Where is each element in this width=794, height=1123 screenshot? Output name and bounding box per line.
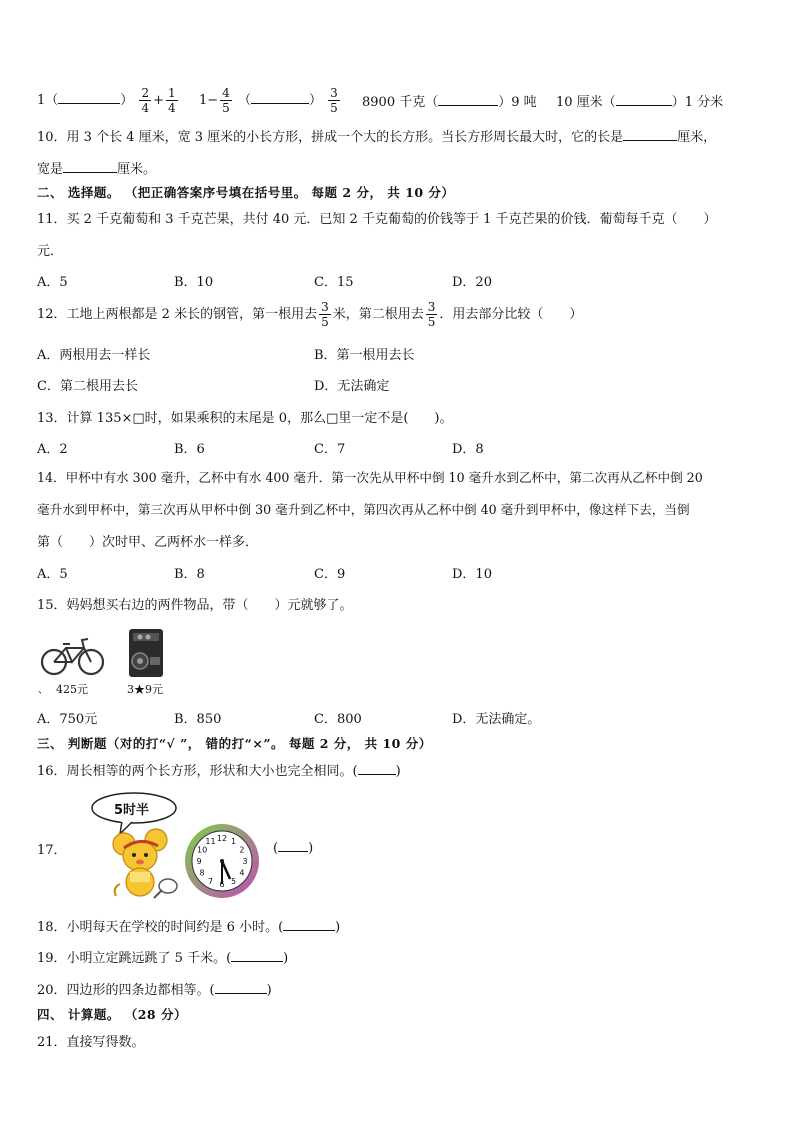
option-b[interactable]: B．10 [174, 275, 214, 290]
answer-blank[interactable] [358, 762, 396, 775]
question-20 [37, 979, 272, 998]
section-4-heading: 四、 计算题。 （28 分） [37, 1007, 187, 1022]
compare-c-tail: ）9 吨 [498, 95, 537, 110]
speaker-price: 3★9元 [127, 683, 163, 696]
paren-close: ) [335, 920, 341, 935]
question-14-line2: 毫升水到甲杯中，第三次再从甲杯中倒 30 毫升到乙杯中，第四次再从乙杯中倒 40 毫升到甲杯中，像这样下去，当倒 [37, 502, 690, 517]
option-c[interactable]: C．第二根用去长 [37, 379, 138, 394]
compare-c [362, 91, 537, 110]
question-14-line3: 第（ ）次时甲、乙两杯水一样多． [37, 535, 259, 550]
option-a[interactable]: A．两根用去一样长 [37, 348, 151, 363]
answer-blank[interactable] [278, 839, 308, 852]
bubble-text: 5时半 [114, 803, 150, 818]
fraction: $\frac{2}{4}$ [141, 86, 150, 115]
clock-numeral: 2 [239, 845, 245, 855]
q12-text-b: 米，第二根用去 [332, 307, 424, 322]
option-b[interactable]: B．6 [174, 442, 205, 457]
paren-close: ） [308, 93, 322, 108]
speaker-icon [127, 627, 165, 679]
answer-blank[interactable] [215, 981, 267, 994]
q10-unit: 厘米， [677, 130, 717, 145]
compare-b [199, 86, 342, 115]
q20-text: 20．四边形的四条边都相等。( [37, 983, 215, 998]
compare-b-lead: 1− [199, 93, 219, 108]
option-a[interactable]: A．2 [37, 442, 68, 457]
q12-text-a: 12．工地上两根都是 2 米长的钢管，第一根用去 [37, 307, 318, 322]
q10-width-unit: 厘米。 [117, 162, 157, 177]
answer-blank[interactable] [623, 128, 677, 141]
q16-text: 16．周长相等的两个长方形，形状和大小也完全相同。( [37, 764, 358, 779]
option-a[interactable]: A．5 [37, 275, 68, 290]
q10-text: 10．用 3 个长 4 厘米，宽 3 厘米的小长方形，拼成一个大的长方形。当长方形周长最大时，它的长是 [37, 130, 624, 145]
question-21: 21．直接写得数。 [37, 1035, 145, 1050]
paren-open: ( [273, 841, 279, 856]
section-3-heading: 三、 判断题（对的打“√ ”， 错的打“×”。 每题 2 分， 共 10 分） [37, 736, 432, 751]
option-d[interactable]: D．20 [452, 275, 492, 290]
compare-d-lead: 10 厘米（ [556, 95, 616, 110]
question-16 [37, 760, 401, 779]
compare-row [37, 86, 180, 115]
question-12 [37, 300, 582, 329]
bicycle-icon [40, 632, 106, 678]
fraction: $\frac{1}{4}$ [167, 86, 176, 115]
question-10-line2 [37, 158, 156, 177]
option-d[interactable]: D．无法确定。 [452, 712, 541, 727]
q10-width-label: 宽是 [37, 162, 64, 177]
question-15: 15．妈妈想买右边的两件物品，带（ ）元就够了。 [37, 598, 353, 613]
clock-numeral: 5 [230, 876, 237, 886]
question-13: 13．计算 135×□时，如果乘积的末尾是 0，那么□里一定不是( )。 [37, 411, 453, 426]
clock-numeral: 9 [196, 857, 202, 866]
compare-a-close: ） [120, 93, 134, 108]
answer-blank[interactable] [231, 949, 283, 962]
clock-numeral: 7 [207, 876, 214, 886]
paren-close: ) [308, 841, 314, 856]
clock-numeral: 1 [230, 837, 237, 847]
option-c[interactable]: C．15 [314, 275, 354, 290]
option-b[interactable]: B．第一根用去长 [314, 348, 415, 363]
q12-text-c: ．用去部分比较（ ） [439, 307, 583, 322]
option-d[interactable]: D．8 [452, 442, 484, 457]
cartoon-mouse-icon [110, 828, 186, 900]
paren-close: ) [283, 951, 289, 966]
option-a[interactable]: A．5 [37, 567, 68, 582]
fraction: $\frac{3}{5}$ [330, 86, 338, 115]
question-18 [37, 916, 340, 935]
compare-d [556, 91, 723, 110]
q18-text: 18．小明每天在学校的时间约是 6 小时。( [37, 920, 284, 935]
question-14: 14．甲杯中有水 300 毫升，乙杯中有水 400 毫升．第一次先从甲杯中倒 10 毫升水到乙杯中，第二次再从乙杯中倒 20 [37, 470, 703, 485]
answer-blank[interactable] [58, 91, 120, 104]
option-c[interactable]: C．800 [314, 712, 362, 727]
compare-a-lead: 1（ [37, 93, 59, 108]
answer-blank[interactable] [616, 93, 672, 106]
option-a[interactable]: A．750元 [37, 712, 98, 727]
question-17-answer [273, 839, 313, 856]
paren-close: ) [266, 983, 272, 998]
option-d[interactable]: D．10 [452, 567, 492, 582]
bicycle-price: 425元 [56, 683, 88, 696]
answer-blank[interactable] [251, 91, 309, 104]
compare-d-tail: ）1 分米 [671, 95, 724, 110]
answer-blank[interactable] [283, 918, 335, 931]
clock-numeral: 10 [197, 845, 208, 855]
clock-numeral: 12 [216, 834, 228, 843]
option-d[interactable]: D．无法确定 [314, 379, 390, 394]
clock-numeral: 11 [205, 837, 216, 847]
paren-open: （ [237, 93, 251, 108]
answer-blank[interactable] [63, 160, 117, 173]
question-11-line2: 元． [37, 244, 64, 259]
clock-numeral: 8 [199, 868, 205, 878]
question-17-number: 17． [37, 843, 67, 858]
option-b[interactable]: B．850 [174, 712, 222, 727]
fraction: $\frac{3}{5}$ [321, 300, 329, 329]
clock-numeral: 6 [219, 880, 225, 889]
paren-close: ) [395, 764, 401, 779]
clock-numeral: 4 [239, 868, 245, 878]
option-c[interactable]: C．9 [314, 567, 346, 582]
plus-sign: + [153, 93, 164, 108]
q19-text: 19．小明立定跳远跳了 5 千米。( [37, 951, 232, 966]
separator-mark: 、 [38, 685, 48, 696]
option-c[interactable]: C．7 [314, 442, 346, 457]
question-10 [37, 126, 716, 145]
fraction: $\frac{4}{5}$ [222, 86, 230, 115]
clock-numeral: 3 [242, 857, 248, 866]
clock-icon [178, 822, 266, 900]
fraction: $\frac{3}{5}$ [427, 300, 436, 329]
answer-blank[interactable] [438, 93, 498, 106]
question-19 [37, 947, 288, 966]
section-2-heading: 二、 选择题。 （把正确答案序号填在括号里。 每题 2 分， 共 10 分） [37, 185, 455, 200]
option-b[interactable]: B．8 [174, 567, 205, 582]
compare-c-lead: 8900 千克（ [362, 95, 439, 110]
question-11: 11．买 2 千克葡萄和 3 千克芒果，共付 40 元．已知 2 千克葡萄的价钱等于 1 千克芒果的价钱．葡萄每千克（ ） [37, 212, 717, 227]
